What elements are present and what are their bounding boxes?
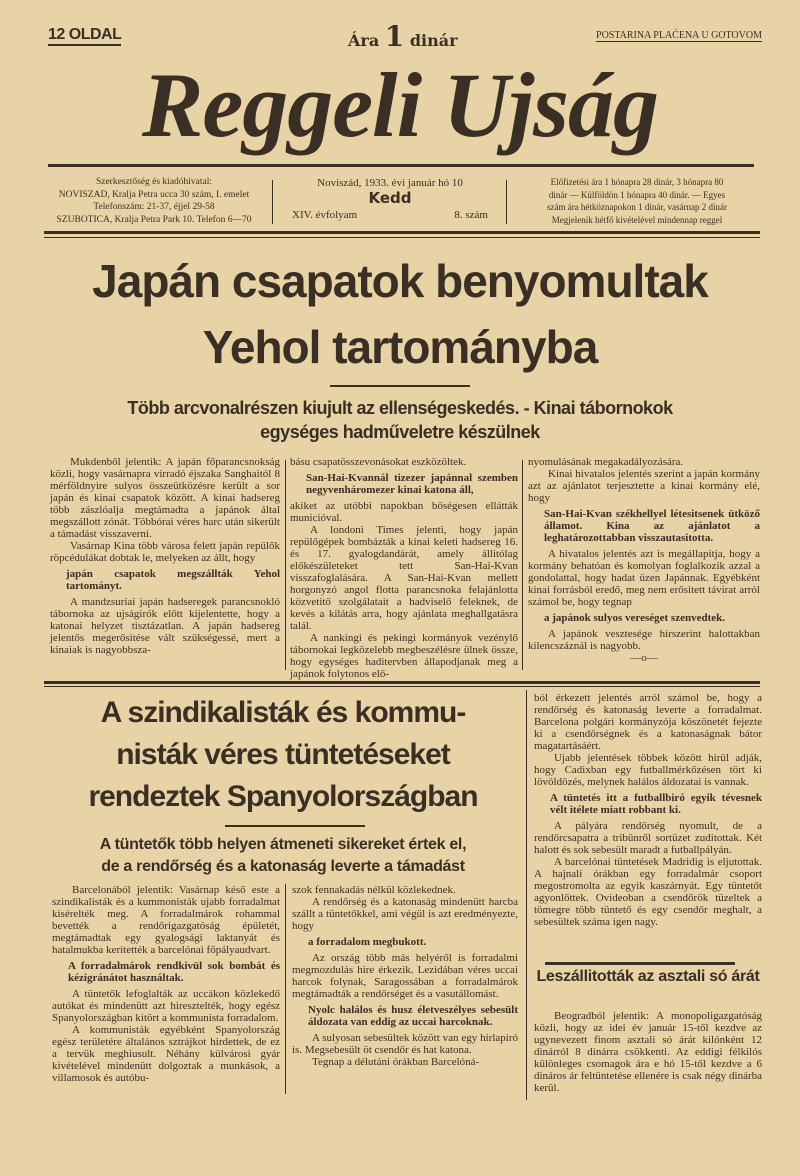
paragraph: szok fennakadás nélkül közlekednek. [292,884,456,896]
issue-number: 8. szám [454,209,488,221]
headline-rule [330,385,470,387]
subscription-line: Megjelenik hétfő kivételével mindennap reggel [551,214,723,225]
office-line: Szerkesztőség és kiadóhivatal: [95,177,213,187]
subscription-line: Előfizetési ára 1 hónapra 28 dinár, 3 hónapra 80 [550,177,724,187]
price-suffix: dinár [409,31,458,50]
volume: XIV. évfolyam [292,209,358,221]
highlight-paragraph: San-Hai-Kvan székhellyel létesitsenek ütköző államot. Kina az ajánlatot a leghatározottabban visszautasitotta. [544,508,760,544]
paragraph: Vasárnap Kina több városa felett japán repülők röpcédulákat dobtak le, melyeken az állt, hogy [50,540,280,564]
office-line: NOVISZAD, Kralja Petra ucca 30 szám, I. emelet [58,189,250,200]
headline-line: A szindikalisták és kommu- [100,696,466,729]
paragraph: A tüntetők lefoglalták az uccákon közlekedő autókat és mindenütt azt hiresztelték, hogy egész Spanyolországban kitört a kommunista forradalom. [52,988,280,1024]
office-info [40,176,268,226]
section-rule [545,962,735,965]
article3-headline [530,968,766,986]
headline-line: Leszállitották az asztali só árát [536,968,760,985]
headline-line: Yehol tartományba [202,321,598,373]
subscription-line: szám ára hétköznapokon 1 dinár, vasárnap 2 dinár [546,202,728,212]
article3-column [534,1010,762,1094]
column-divider [285,460,286,670]
article2-subheadline [44,834,522,878]
column-divider [526,690,527,1100]
end-mark: —o— [630,652,658,664]
paragraph: A pályára rendőrség nyomult, de a rendőrcsapatra a tribünről sortüzet zuditottak. Két halott és sok sebesült maradt a futballpályán. [534,820,762,856]
paragraph: A londoni Times jelenti, hogy japán repülőgépek bombázták a kinai keleti hadsereg 16. és 17. gyalogdandárát, amely állitólag előkészületeket tett San-Hai-Kvan visszafoglalására. A San-Hai-Kvan mellett horgonyzó angol flotta parancsnoka felajánlotta közvetitő szolgálatait a hadviselő feleknek, de kevés a kilátás arra, hogy ajánlata meghallgatásra talál. [290,524,518,632]
paragraph: A hivatalos jelentés azt is megállapitja, hogy a kormány behatóan és komolyan foglalkozik azzal a gondolattal, hogy hadat üzen Japánnak. Egyébként kinai forrásból eredő, meg nem erősitett távirat arról számol be, hogy tegnap [528,548,760,608]
section-rule-thin [44,686,760,687]
paragraph: Barcelonából jelentik: Vasárnap késő este a szindikalisták és a kummonisták ujabb forradalmat kisérelték meg. A forradalmárok rohammal bevették a rendőrigazgatóság épületét, megtámadtak egy gyalogsági laktanyát és hatalmukba kerítették a barcelónai főpályaudvart. [52,884,280,956]
page-number: 12 OLDAL [48,26,121,46]
paragraph: A kommunisták egyébként Spanyolország egész területére általános sztrájkot hirdettek, de ez a tervük meghiusult. Néhány külvárosi gyár kivételével mindenütt dolgoztak a munkások, a villamosok és autóbu- [52,1024,280,1084]
subheadline-line: de a rendőrség és a katonaság leverte a támadást [101,858,465,875]
masthead-title: Reggeli Ujság [142,54,658,156]
header-rule [44,231,760,234]
divider [272,180,273,224]
masthead-rule [48,164,754,167]
price [348,20,458,53]
paragraph: Mukdenből jelentik: A japán főparancsnokság közli, hogy vasárnapra virradó éjszaka Sanghaitól 8 mérföldnyire sulyos összeütközésre került a sor japán és kinai csapatok között. A kinai hadsereg több zászlóalja megtámadta a japánok által megszállott zónát. Többórai véres harc után sikerült a támadást visszaverni. [50,456,280,540]
postage-note: POSTARINA PLAĆENA U GOTOVOM [596,30,762,41]
column-divider [285,884,286,1094]
article1-column-1 [50,456,280,656]
paragraph: A japánok vesztesége hirszerint halottakban kilencszáznál is nagyobb. [528,628,760,652]
paragraph: Kinai hivatalos jelentés szerint a japán kormány azt az ajánlatot terjesztette a kinai kormány elé, hogy [528,468,760,504]
top-bar [48,20,762,53]
paragraph: akiket az utóbbi napokban bőségesen ellátták municióval. [290,500,518,524]
office-line: SZUBOTICA, Kralja Petra Park 10. Telefon 6—70 [56,214,252,225]
paragraph: Ujabb jelentések többek között hirül adják, hogy Cadixban egy futballmérkőzésen tört ki lövöldözés, melynek halálos áldozatai is vannak. [534,752,762,788]
weekday: Kedd [368,189,412,207]
highlight-paragraph: japán csapatok megszállták Yehol tartományt. [66,568,280,592]
highlight-paragraph: a forradalom megbukott. [308,936,427,948]
paragraph: básu csapatösszevonásokat eszközöltek. [290,456,467,468]
article1-column-2 [290,456,518,680]
article2-column-2 [292,884,518,1068]
subscription-line: dinár — Külföldön 1 hónapra 40 dinár. — Egyes [548,189,726,200]
divider [506,180,507,224]
office-line: Telefonszám: 21-37, éjjel 29-58 [93,202,215,212]
article2-column-1 [52,884,280,1084]
price-prefix: Ára [348,31,380,50]
paragraph: nyomulásának megakadályozására. [528,456,684,468]
column-divider [522,460,523,670]
article2-headline [44,692,522,818]
subheadline-line: Több arcvonalrészen kiujult az ellenségeskedés. - Kinai tábornokok [127,398,673,418]
subheadline-line: A tüntetők több helyen átmeneti sikereket értek el, [99,836,467,853]
highlight-paragraph: Nyolc halálos és husz életveszélyes sebesült áldozata van eddig az uccai harcoknak. [308,1004,518,1028]
paragraph: Tegnap a délutáni órákban Barcelóná- [312,1056,480,1068]
headline-line: rendeztek Spanyolországban [88,780,478,813]
date-line: Noviszád, 1933. évi január hó 10 [317,177,463,189]
paragraph: Az ország több más helyéről is forradalmi megmozdulás hire érkezik. Lezidában véres uccai harcok folynak, Saragossában a forradalmárok megtámadták a rendőrséget és a vasutállomást. [292,952,518,1000]
paragraph: A sulyosan sebesültek között van egy hirlapiró is. Megsebesült öt csendőr és hat katona. [292,1032,518,1056]
highlight-paragraph: A forradalmárok rendkivül sok bombát és kézigránátot használtak. [68,960,280,984]
section-rule [44,681,760,684]
subheadline-line: egységes hadműveletre készülnek [260,422,540,442]
headline-line: Japán csapatok benyomultak [92,255,708,307]
paragraph: Beogradból jelentik: A monopoligazgatóság közli, hogy az idei év január 15-től kezdve az ugynevezett finom asztali só árát kilónként 12 dinárról 8 dinárra csökkenti. Az eddigi félkilós különleges csomagok ára e hó 15-től kezdve a 6 dináros ár feltüntetése ellenére is csak négy dinárba kerül. [534,1010,762,1094]
highlight-paragraph: San-Hai-Kvannál tizezer japánnal szemben negyvenháromezer kinai katona áll, [306,472,518,496]
header-rule-thin [44,237,760,238]
price-number: 1 [384,20,405,53]
paragraph: A rendőrség és a katonaság mindenütt harcba szállt a tüntetőkkel, ami végül is azt eredményezte, hogy [292,896,518,932]
headline-rule [225,825,365,827]
paragraph: A nankingi és pekingi kormányok vezénylő tábornokai legközelebb megbeszélésre ülnek össze, hogy egységes haditervben állapodjanak meg a japánok folytonos elő- [290,632,518,680]
article1-subheadline [40,397,760,445]
date-info [280,176,500,223]
article1-headline [40,248,760,380]
paragraph: A barcelónai tüntetések Madridig is eljutottak. A hajnali órákban egy forradalmár csoport megostromolta az egyik kaszárnyát. Egy tüntetőt agyonlőttek. Ovideoban a csendőrök tüzeltek a tömegre több tüntető és egy csendőr meghalt, a sebesültek száma igen nagy. [534,856,762,928]
paragraph: A mandzsuriai japán hadseregek parancsnokló tábornoka az ujságirók előtt kijelentette, hogy a katonai helyzet tisztázatlan. A japán hadsereg jelentős megerősitése vált szükségessé, mert a kinaiak is nagyobbsza- [50,596,280,656]
paragraph: ból érkezett jelentés arról számol be, hogy a rendőrség és katonaság leverte a forradalmat. Barcelona polgári kormányzója köszönetét fejezte ki a csendőrségnek és a katonaságnak bátor magatartásáért. [534,692,762,752]
headline-line: nisták véres tüntetéseket [116,738,450,771]
subscription-info [510,176,764,226]
highlight-paragraph: A tüntetés itt a futballbiró egyik tévesnek vélt itélete miatt robbant ki. [550,792,762,816]
masthead [40,50,760,162]
highlight-paragraph: a japánok sulyos vereséget szenvedtek. [544,612,725,624]
article2-column-3 [534,692,762,928]
article1-column-3 [528,456,760,664]
